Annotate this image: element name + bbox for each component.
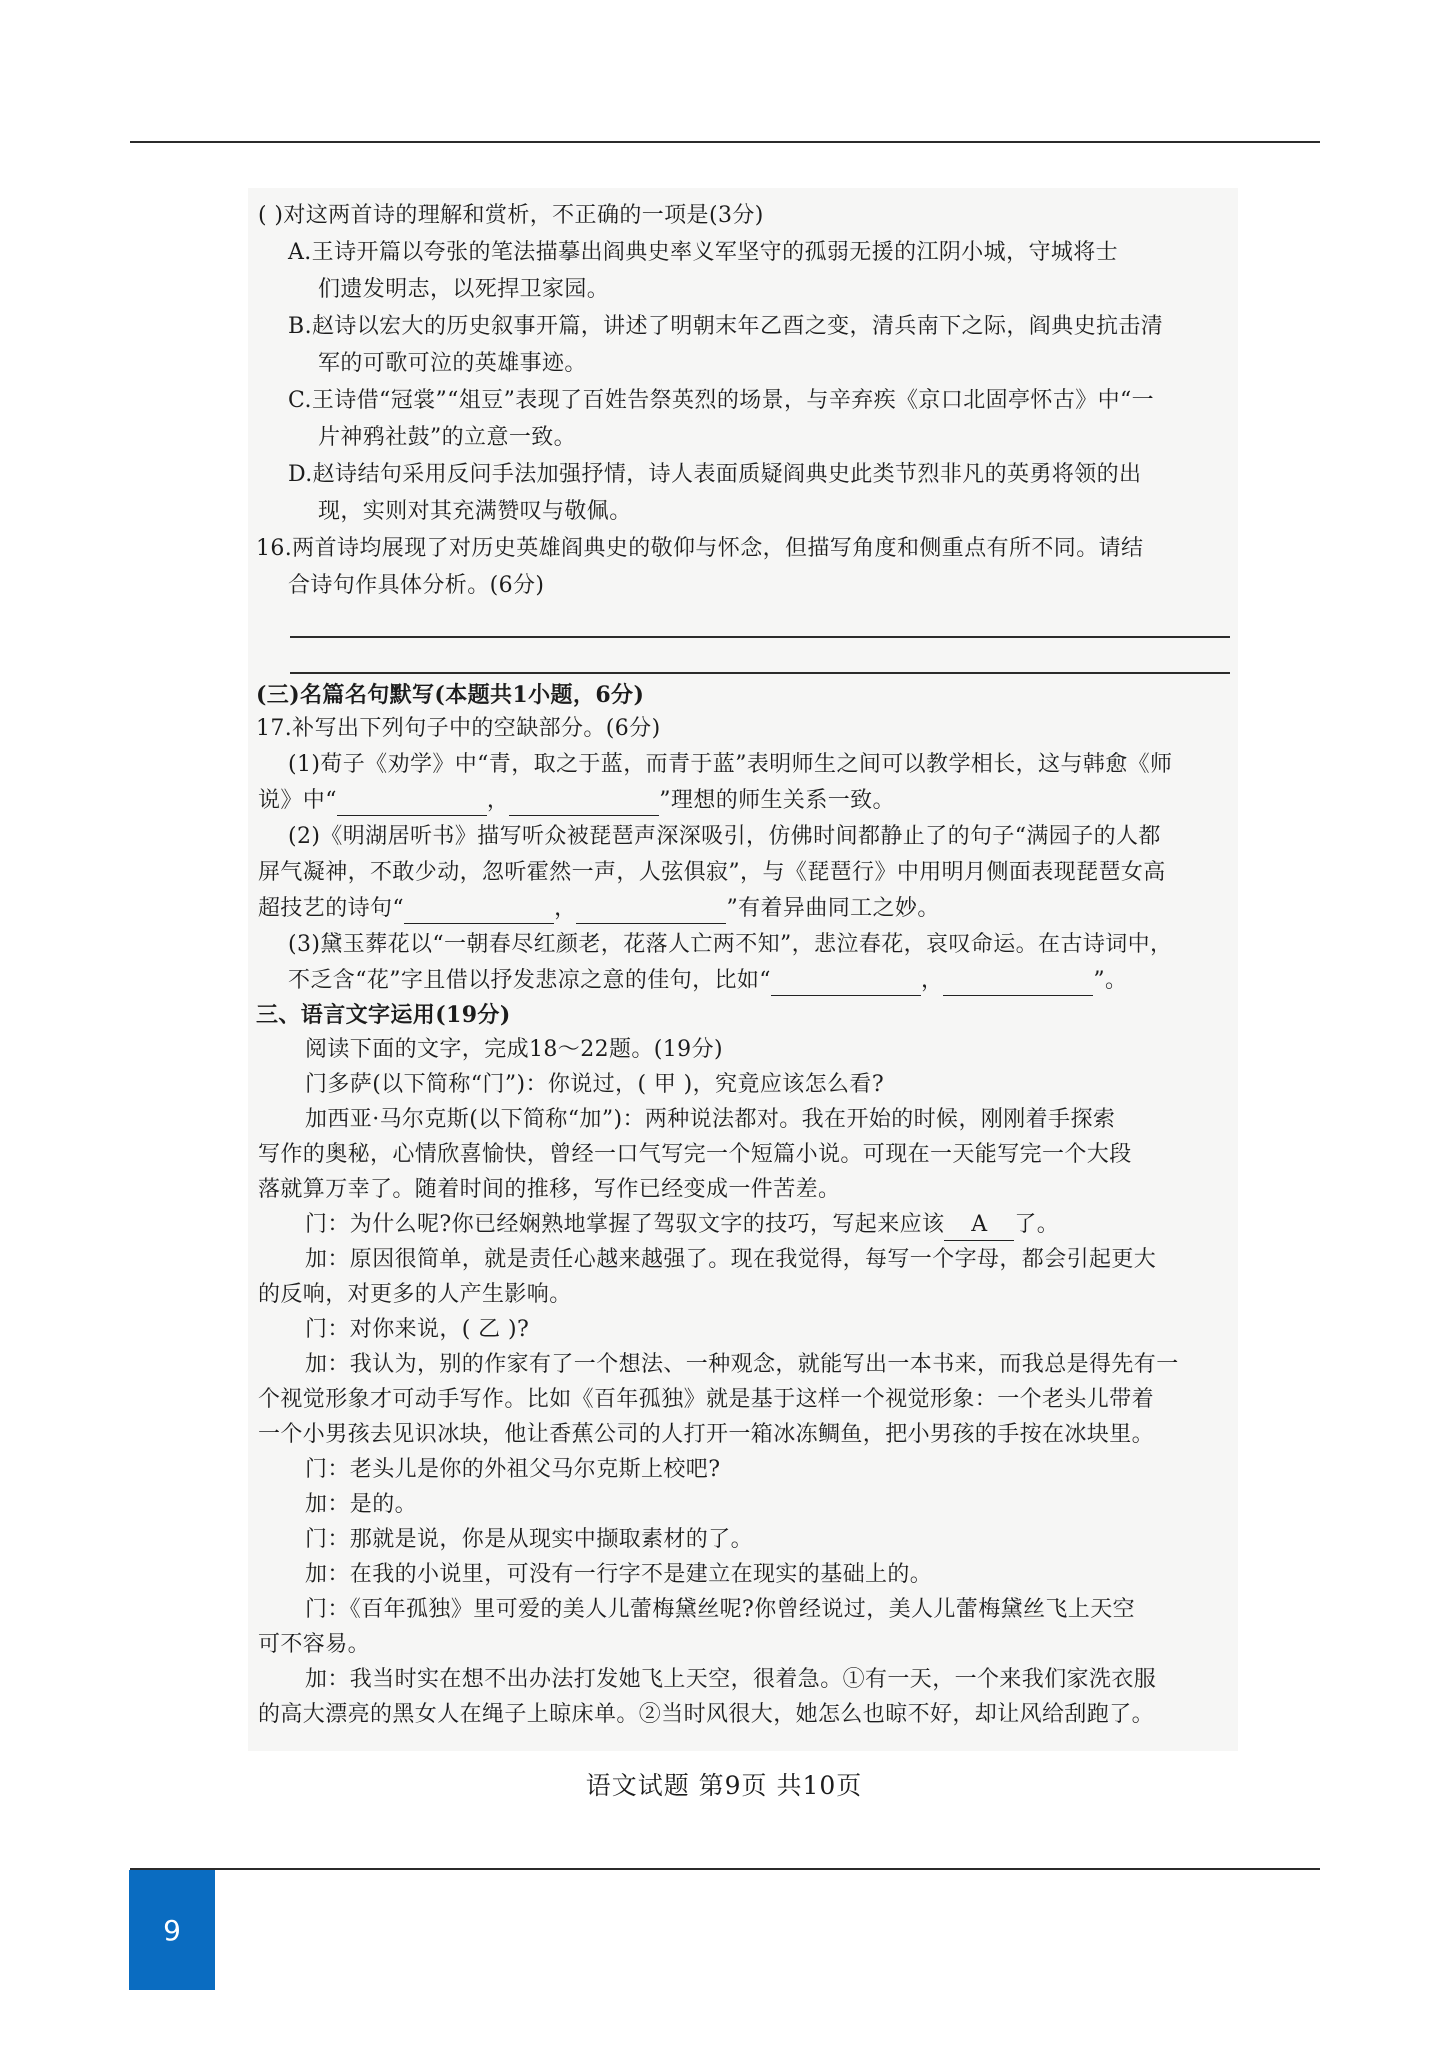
q17-part2-text-a: 超技艺的诗句“ — [258, 896, 405, 921]
q15-option-a-line2: 们遗发明志，以死捍卫家园。 — [318, 277, 610, 302]
fill-blank[interactable] — [771, 973, 921, 996]
dialogue-line: 加：是的。 — [305, 1492, 418, 1517]
dialogue-line: 门：对你来说，( 乙 )? — [305, 1317, 530, 1342]
q15-option-a-line1: A.王诗开篇以夸张的笔法描摹出阎典史率义军坚守的孤弱无援的江阴小城，守城将士 — [288, 240, 1119, 265]
part3-heading: 三、语言文字运用(19分) — [256, 1002, 511, 1028]
fill-blank[interactable] — [576, 901, 726, 924]
bottom-rule — [130, 1868, 1320, 1870]
dialogue-line: 加西亚·马尔克斯(以下简称“加”)：两种说法都对。我在开始的时候，刚刚着手探索 — [305, 1107, 1116, 1132]
q17-part2-text-c: ”有着异曲同工之妙。 — [726, 896, 940, 921]
dialogue-line: 一个小男孩去见识冰块，他让香蕉公司的人打开一箱冰冻鲷鱼，把小男孩的手按在冰块里。 — [258, 1422, 1155, 1447]
q16-line2: 合诗句作具体分析。(6分) — [288, 573, 545, 598]
q17-part2-line1: (2)《明湖居听书》描写听众被琵琶声深深吸引，仿佛时间都静止了的句子“满园子的人都 — [288, 824, 1161, 849]
dialogue-line: 门多萨(以下简称“门”)：你说过，( 甲 )，究竟应该怎么看? — [305, 1072, 885, 1097]
q16-line1: 16.两首诗均展现了对历史英雄阎典史的敬仰与怀念，但描写角度和侧重点有所不同。请结 — [256, 536, 1144, 561]
q15-option-d-line2: 现，实则对其充满赞叹与敬佩。 — [318, 499, 632, 524]
q15-option-d-line1: D.赵诗结句采用反问手法加强抒情，诗人表面质疑阎典史此类节烈非凡的英勇将领的出 — [288, 462, 1142, 487]
q17-part1-text-a: 说》中“ — [258, 788, 337, 813]
dialogue-line: 加：原因很简单，就是责任心越来越强了。现在我觉得，每写一个字母，都会引起更大 — [305, 1247, 1157, 1272]
q15-option-b-line1: B.赵诗以宏大的历史叙事开篇，讲述了明朝末年乙酉之变，清兵南下之际，阎典史抗击清 — [288, 314, 1164, 339]
q17-part1-text-b: ， — [486, 788, 510, 813]
q17-part3-text-c: ”。 — [1093, 968, 1128, 993]
answer-line-2 — [290, 672, 1230, 674]
top-rule — [130, 141, 1320, 143]
q17-part1-line2 — [258, 786, 895, 816]
dialogue-line: 门：《百年孤独》里可爱的美人儿蕾梅黛丝呢?你曾经说过，美人儿蕾梅黛丝飞上天空 — [305, 1597, 1135, 1622]
fill-blank[interactable] — [943, 973, 1093, 996]
dialogue-line: 的高大漂亮的黑女人在绳子上晾床单。②当时风很大，她怎么也晾不好，却让风给刮跑了。 — [258, 1702, 1155, 1727]
q17-stem: 17.补写出下列句子中的空缺部分。(6分) — [256, 716, 661, 741]
dialogue-text: 了。 — [1014, 1212, 1060, 1237]
dialogue-line: 个视觉形象才可动手写作。比如《百年孤独》就是基于这样一个视觉形象：一个老头儿带着 — [258, 1387, 1155, 1412]
dialogue-line: 门：老头儿是你的外祖父马尔克斯上校吧? — [305, 1457, 721, 1482]
answer-line-1 — [290, 636, 1230, 638]
dialogue-line: 门：那就是说，你是从现实中撷取素材的了。 — [305, 1527, 754, 1552]
blank-a[interactable]: A — [944, 1210, 1014, 1241]
exam-page-footer: 语文试题 第9页 共10页 — [585, 1771, 863, 1800]
q15-stem: ( )对这两首诗的理解和赏析，不正确的一项是(3分) — [258, 203, 764, 228]
q17-part2-text-b: ， — [554, 896, 577, 921]
q17-part3-text-a: 不乏含“花”字且借以抒发悲凉之意的佳句，比如“ — [288, 968, 771, 993]
dialogue-text: 门：为什么呢?你已经娴熟地掌握了驾驭文字的技巧，写起来应该 — [305, 1212, 945, 1237]
fill-blank[interactable] — [337, 793, 487, 816]
q17-part3-line1: (3)黛玉葬花以“一朝春尽红颜老，花落人亡两不知”，悲泣春花，哀叹命运。在古诗词中， — [288, 932, 1173, 957]
section3-heading: (三)名篇名句默写(本题共1小题，6分) — [256, 682, 645, 708]
q15-option-b-line2: 军的可歌可泣的英雄事迹。 — [318, 351, 587, 376]
q17-part3-line2 — [288, 966, 1127, 996]
dialogue-line: 加：我当时实在想不出办法打发她飞上天空，很着急。①有一天，一个来我们家洗衣服 — [305, 1667, 1157, 1692]
dialogue-line: 加：在我的小说里，可没有一行字不是建立在现实的基础上的。 — [305, 1562, 933, 1587]
q17-part1-line1: (1)荀子《劝学》中“青，取之于蓝，而青于蓝”表明师生之间可以教学相长，这与韩愈《师 — [288, 752, 1173, 777]
dialogue-line: 落就算万幸了。随着时间的推移，写作已经变成一件苦差。 — [258, 1177, 841, 1202]
page-number-badge: 9 — [129, 1870, 215, 1990]
dialogue-line: 的反响，对更多的人产生影响。 — [258, 1282, 572, 1307]
q17-part3-text-b: ， — [920, 968, 944, 993]
part3-intro: 阅读下面的文字，完成18～22题。(19分) — [305, 1037, 723, 1062]
q17-part2-line3 — [258, 894, 940, 924]
q17-part1-text-c: ”理想的师生关系一致。 — [659, 788, 895, 813]
q15-option-c-line2: 片神鸦社鼓”的立意一致。 — [318, 425, 577, 450]
q17-part2-line2: 屏气凝神，不敢少动，忽听霍然一声，人弦俱寂”，与《琵琶行》中用明月侧面表现琵琶女高 — [258, 860, 1166, 885]
q15-option-c-line1: C.王诗借“冠裳”“俎豆”表现了百姓告祭英烈的场景，与辛弃疾《京口北固亭怀古》中“一 — [288, 388, 1155, 413]
fill-blank[interactable] — [509, 793, 659, 816]
dialogue-line — [305, 1210, 1059, 1241]
dialogue-line: 写作的奥秘，心情欣喜愉快，曾经一口气写完一个短篇小说。可现在一天能写完一个大段 — [258, 1142, 1132, 1167]
dialogue-line: 加：我认为，别的作家有了一个想法、一种观念，就能写出一本书来，而我总是得先有一 — [305, 1352, 1179, 1377]
fill-blank[interactable] — [404, 901, 554, 924]
dialogue-line: 可不容易。 — [258, 1632, 371, 1657]
